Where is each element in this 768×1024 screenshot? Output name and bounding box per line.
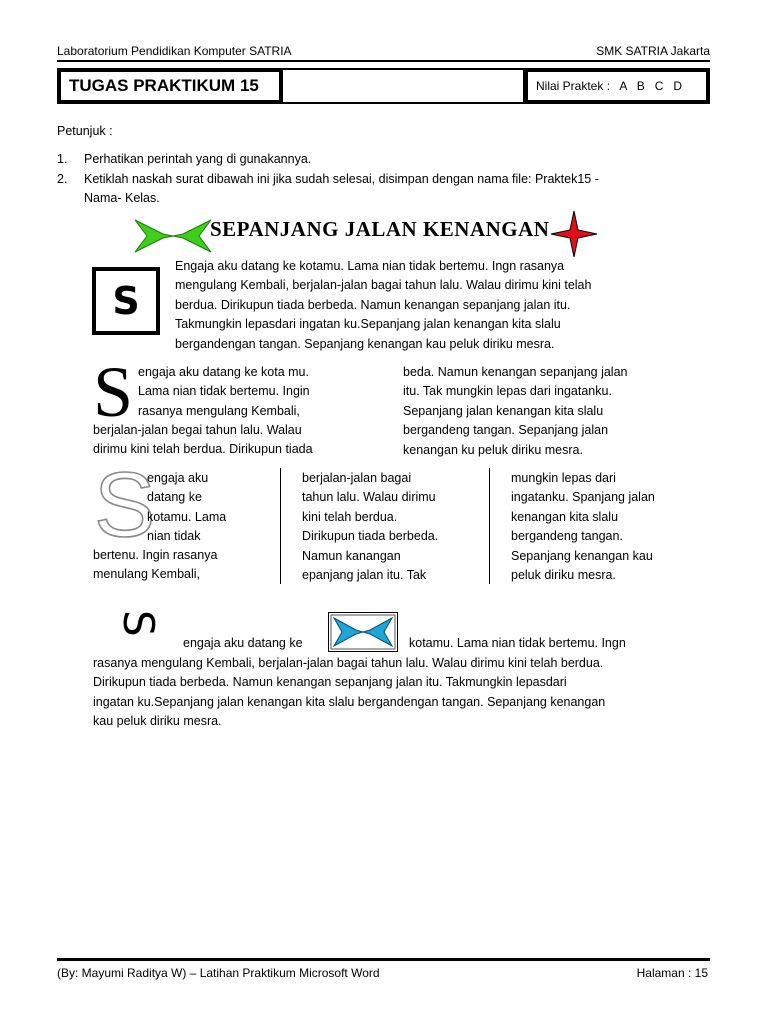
text-line: Dirikupun tiada berbeda. Namun kenangan sepanjang jalan itu. Takmungkin lepasdari	[93, 675, 567, 690]
section3-col1-indented	[147, 469, 226, 547]
headline: SEPANJANG JALAN KENANGAN	[210, 217, 550, 241]
nilai-label: Nilai Praktek :	[536, 79, 611, 93]
rotated-dropcap	[114, 606, 172, 646]
text-line: Takmungkin lepasdari ingatan ku.Sepanjang jalan kenangan kita slalu	[175, 317, 561, 332]
text-line: datang ke	[147, 490, 202, 505]
text-line: itu. Tak mungkin lepas dari ingatanku.	[403, 384, 612, 399]
rotated-dropcap-letter: S	[114, 610, 163, 637]
footer-rule	[57, 958, 710, 961]
text-line: kotamu. Lama	[147, 509, 227, 524]
page-title: TUGAS PRAKTIKUM 15	[61, 72, 279, 100]
petunjuk-label: Petunjuk :	[57, 124, 113, 138]
column-divider	[489, 468, 490, 584]
serif-dropcap: S	[93, 352, 134, 432]
text-line: berjalan-jalan begai tahun lalu. Walau	[93, 423, 302, 437]
text-line: Dirikupun tiada berbeda.	[302, 529, 439, 544]
step-text: Nama- Kelas.	[84, 191, 160, 206]
text-line: nian tidak	[147, 529, 201, 544]
text-line: bergandeng tangan. Sepanjang jalan	[403, 423, 609, 438]
outline-dropcap-letter: S	[94, 454, 156, 556]
header-left: Laboratorium Pendidikan Komputer SATRIA	[57, 44, 292, 58]
title-spacer-box	[283, 68, 525, 104]
outline-dropcap	[92, 454, 156, 556]
text-line: beda. Namun kenangan sepanjang jalan	[403, 365, 628, 379]
text-line: kini telah berdua.	[302, 509, 398, 524]
section2-col1-indented	[138, 363, 310, 421]
petunjuk-block	[57, 122, 599, 209]
step-text: Ketiklah naskah surat dibawah ini jika sudah selesai, disimpan dengan nama file: Praktek15 -	[84, 171, 599, 186]
text-line: rasanya mengulang Kembali, berjalan-jalan bagai tahun lalu. Walau dirimu kini telah berdua.	[93, 656, 604, 670]
green-arrows-icon	[133, 216, 213, 256]
step-number: 2.	[57, 171, 68, 186]
step-number: 1.	[57, 152, 68, 167]
red-star-icon	[550, 210, 598, 258]
text-line: ingatanku. Spanjang jalan	[511, 490, 655, 505]
blue-arrows-icon	[328, 612, 398, 652]
text-line: mungkin lepas dari	[511, 471, 616, 485]
text-line: menulang Kembali,	[93, 567, 201, 582]
text-line: epanjang jalan itu. Tak	[302, 568, 427, 583]
text-line: mengulang Kembali, berjalan-jalan bagai tahun lalu. Walau dirimu kini telah	[175, 278, 592, 293]
section3-col1-full	[93, 546, 217, 585]
section4-first-after: kotamu. Lama nian tidak bertemu. Ingn	[409, 636, 626, 650]
boxed-dropcap	[92, 267, 160, 335]
title-box	[57, 68, 283, 104]
text-line: Sepanjang kenangan kau	[511, 548, 653, 563]
text-line: kau peluk diriku mesra.	[93, 714, 222, 729]
text-line: ingatan ku.Sepanjang jalan kenangan kita slalu bergandengan tangan. Sepanjang kenangan	[93, 694, 606, 709]
header-right: SMK SATRIA Jakarta	[596, 44, 710, 58]
steps-list	[57, 150, 599, 208]
section4-first-before: engaja aku datang ke	[183, 636, 303, 650]
text-line: bergandeng tangan.	[511, 529, 623, 544]
step-text: Perhatikan perintah yang di gunakannya.	[84, 152, 312, 167]
footer-right: Halaman : 15	[636, 966, 708, 980]
section2-col2	[403, 363, 627, 460]
text-line: berdua. Dirikupun tiada berbeda. Namun kenangan sepanjang jalan itu.	[175, 297, 571, 312]
section3-col3	[511, 469, 655, 585]
text-line: Namun kanangan	[302, 548, 401, 563]
text-line: berjalan-jalan bagai	[302, 471, 412, 485]
column-divider	[280, 468, 281, 584]
text-line: kenangan ku peluk diriku mesra.	[403, 442, 583, 457]
text-line: bertenu. Ingin rasanya	[93, 548, 218, 562]
dropcap-letter: S	[112, 279, 140, 323]
nilai-text	[528, 72, 706, 100]
section4-text	[93, 654, 713, 732]
footer-left: (By: Mayumi Raditya W) – Latihan Praktikum Microsoft Word	[57, 966, 380, 980]
section3-col2	[302, 469, 438, 585]
text-line: engaja aku	[147, 471, 209, 485]
step-item	[57, 170, 599, 189]
nilai-box	[525, 68, 710, 104]
step-item	[57, 189, 599, 208]
text-line: kenangan kita slalu	[511, 509, 619, 524]
text-line: tahun lalu. Walau dirimu	[302, 490, 436, 505]
text-line: rasanya mengulang Kembali,	[138, 403, 300, 418]
section1-text	[175, 257, 705, 354]
step-item	[57, 150, 599, 169]
nilai-grades: A B C D	[619, 79, 683, 93]
text-line: Sepanjang jalan kenangan kita slalu	[403, 403, 604, 418]
text-line: bergandengan tangan. Sepanjang kenangan kau peluk diriku mesra.	[175, 336, 555, 351]
header-rule	[57, 60, 710, 62]
text-line: Lama nian tidak bertemu. Ingin	[138, 384, 310, 399]
text-line: dirimu kini telah berdua. Dirikupun tiada	[93, 442, 313, 457]
text-line: engaja aku datang ke kota mu.	[138, 365, 309, 379]
text-line: Engaja aku datang ke kotamu. Lama nian tidak bertemu. Ingn rasanya	[175, 259, 565, 273]
text-line: peluk diriku mesra.	[511, 568, 616, 583]
